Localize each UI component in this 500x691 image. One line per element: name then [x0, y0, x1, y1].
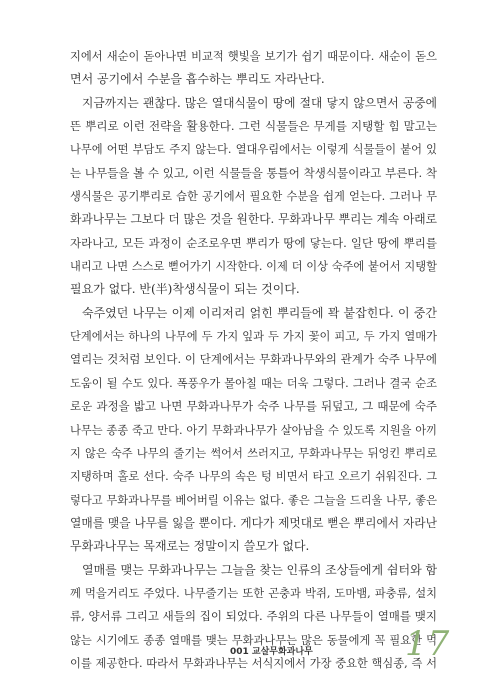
- text-line: 필요가 없다. 반(半)착생식물이 되는 것이다.: [70, 282, 300, 297]
- text-line: 않는 시기에도 종종 열매를 맺는 무화과나무는 많은 동물에게 꼭 필요한 먹: [70, 633, 437, 647]
- text-line: 는 나무들을 볼 수 있고, 이런 식물들을 통틀어 착생식물이라고 부른다. 착: [70, 165, 437, 180]
- page-number: 17: [405, 624, 451, 664]
- text-line: 로운 과정을 밟고 나면 무화과나무가 숙주 나무를 뒤덮고, 그 때문에 숙주: [70, 399, 437, 414]
- running-footer: 001 교살무화과나무: [230, 647, 313, 657]
- text-line: 숙주였던 나무는 이제 이리저리 얽힌 뿌리들에 꽉 붙잡힌다. 이 중간: [82, 305, 437, 320]
- text-line: 류, 양서류 그리고 새들의 집이 되었다. 주위의 다른 나무들이 열매를 맺지: [70, 609, 437, 624]
- text-line: 화과나무는 그보다 더 많은 것을 원한다. 무화과나무 뿌리는 계속 아래로: [70, 212, 437, 227]
- text-line: 열리는 것처럼 보인다. 이 단계에서는 무화과나무와의 관계가 숙주 나무에: [70, 352, 437, 367]
- text-line: 내리고 나면 스스로 뻗어가기 시작한다. 이제 더 이상 숙주에 붙어서 지탱할: [70, 260, 437, 274]
- text-line: 지 않은 숙주 나무의 줄기는 썩어서 쓰러지고, 무화과나무는 뒤엉킨 뿌리로: [70, 446, 437, 460]
- text-line: 지탱하며 홀로 선다. 숙주 나무의 속은 텅 비면서 타고 오르기 쉬워진다. 그: [70, 470, 437, 484]
- text-line: 나무는 종종 죽고 만다. 아기 무화과나무가 살아남을 수 있도록 지원을 아끼: [70, 423, 437, 437]
- text-line: 뜬 뿌리로 이런 전략을 활용한다. 그런 식물들은 무게를 지탱할 힘 말고는: [70, 119, 437, 134]
- text-line: 나무에 어떤 부담도 주지 않는다. 열대우림에서는 이렇게 식물들이 붙어 있: [70, 143, 437, 157]
- text-line: 도움이 될 수도 있다. 폭풍우가 몰아칠 때는 더욱 그렇다. 그러나 결국 순조: [70, 376, 437, 390]
- text-line: 열매를 맺을 나무를 잃을 뿐이다. 게다가 제멋대로 뻗은 뿌리에서 자라난: [70, 515, 437, 530]
- text-line: 열매를 맺는 무화과나무는 그늘을 찾는 인류의 조상들에게 쉼터와 함: [82, 562, 437, 577]
- text-line: 무화과나무는 목재로는 정말이지 쓸모가 없다.: [70, 539, 310, 554]
- text-line: 면서 공기에서 수분을 흡수하는 뿌리도 자라난다.: [70, 72, 325, 87]
- text-line: 께 먹을거리도 주었다. 나무줄기는 또한 곤충과 박쥐, 도마뱀, 파충류, 설치: [70, 586, 437, 600]
- text-line: 렇다고 무화과나무를 베어버릴 이유는 없다. 좋은 그늘을 드리울 나무, 좋은: [70, 493, 437, 507]
- text-line: 이를 제공한다. 따라서 무화과나무는 서식지에서 가장 중요한 핵심종, 즉 서: [70, 656, 437, 670]
- body-text: [70, 45, 437, 675]
- text-line: 지금까지는 괜찮다. 많은 열대식물이 땅에 절대 닿지 않으면서 공중에: [82, 95, 437, 110]
- text-line: 생식물은 공기뿌리로 습한 공기에서 필요한 수분을 쉽게 얻는다. 그러나 무: [70, 190, 437, 204]
- text-line: 지에서 새순이 돋아나면 비교적 햇빛을 보기가 쉽기 때문이다. 새순이 돋으: [70, 50, 437, 63]
- text-line: 단계에서는 하나의 나무에 두 가지 잎과 두 가지 꽃이 피고, 두 가지 열매가: [70, 330, 437, 344]
- text-line: 자라나고, 모든 과정이 순조로우면 뿌리가 땅에 닿는다. 일단 땅에 뿌리를: [70, 235, 437, 250]
